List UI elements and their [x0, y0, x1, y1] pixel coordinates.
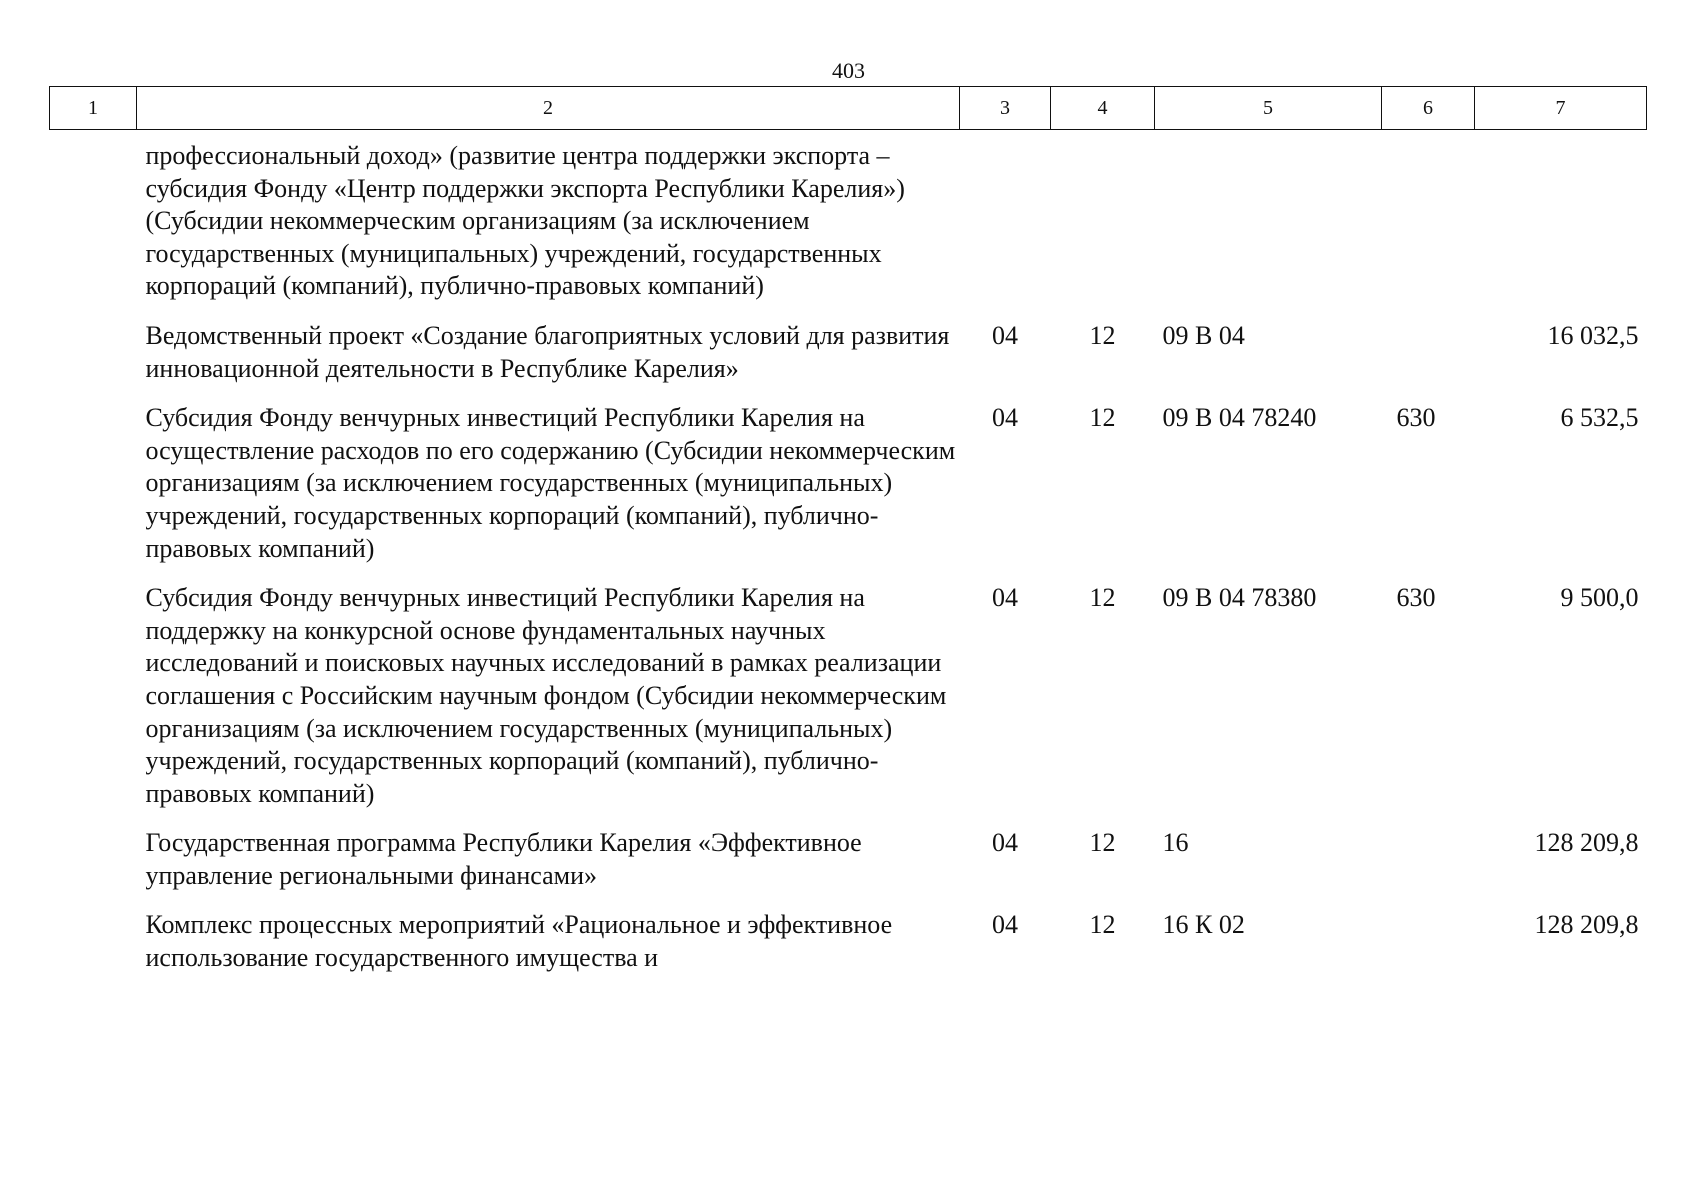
column-header-1: 1	[50, 87, 137, 130]
row-target-code: 16	[1162, 828, 1189, 858]
column-number-row	[50, 87, 1647, 130]
row-expense-type	[1382, 130, 1475, 303]
row-amount: 128 209,8	[1534, 910, 1639, 940]
row-section: 04	[992, 828, 1018, 858]
row-name: Государственная программа Республики Карелия «Эффективное управление региональными финансами»	[145, 828, 862, 890]
page-number: 403	[832, 58, 865, 83]
row-section	[960, 130, 1051, 303]
row-expense-type	[1382, 810, 1475, 892]
table-row	[50, 130, 1647, 303]
row-amount: 9 500,0	[1560, 583, 1639, 613]
row-target-code: 16 К 02	[1162, 910, 1245, 940]
row-target-code: 09 В 04 78380	[1162, 583, 1317, 613]
table-row	[50, 303, 1647, 385]
row-expense-type: 630	[1396, 583, 1436, 613]
table-row	[50, 565, 1647, 810]
row-section: 04	[992, 583, 1018, 613]
row-index-cell	[50, 385, 137, 565]
row-expense-type	[1382, 303, 1475, 385]
column-header-6: 6	[1382, 87, 1475, 130]
row-amount	[1475, 130, 1647, 303]
row-subsection: 12	[1089, 403, 1116, 433]
row-subsection: 12	[1089, 583, 1116, 613]
row-expense-type	[1382, 892, 1475, 974]
row-name: Ведомственный проект «Создание благоприятных условий для развития инновационной деятельности в Республике Карелия»	[145, 320, 950, 383]
row-name: Субсидия Фонду венчурных инвестиций Республики Карелия на осуществление расходов по его содержанию (Субсидии некоммерческим организациям (за исключением государственных (муниципальных) учреждений, государственных корпораций (компаний), публично-правовых компаний)	[145, 403, 956, 563]
column-header-2: 2	[137, 87, 960, 130]
table-row	[50, 385, 1647, 565]
row-index-cell	[50, 130, 137, 303]
table-row	[50, 810, 1647, 892]
row-target-code: 09 В 04 78240	[1162, 403, 1317, 433]
column-header-3: 3	[960, 87, 1051, 130]
table-header	[50, 87, 1647, 130]
row-target-code	[1155, 130, 1382, 303]
row-amount: 128 209,8	[1534, 828, 1639, 858]
row-subsection: 12	[1089, 910, 1116, 940]
row-index-cell	[50, 892, 137, 974]
row-section: 04	[992, 403, 1018, 433]
column-header-4: 4	[1051, 87, 1155, 130]
row-expense-type: 630	[1396, 403, 1436, 433]
row-amount: 6 532,5	[1560, 403, 1639, 433]
row-index-cell	[50, 810, 137, 892]
row-name: профессиональный доход» (развитие центра поддержки экспорта – субсидия Фонду «Центр поддержки экспорта Республики Карелия») (Субсидии некоммерческим организациям (за исключением государственных (муниципальных) учреждений, государственных корпораций (компаний), публично-правовых компаний)	[145, 141, 905, 301]
row-subsection: 12	[1089, 828, 1116, 858]
table-row	[50, 892, 1647, 974]
column-header-7: 7	[1475, 87, 1647, 130]
row-target-code: 09 В 04	[1162, 320, 1245, 350]
row-section: 04	[992, 910, 1018, 940]
row-name: Комплекс процессных мероприятий «Рациональное и эффективное использование государственного имущества и	[145, 910, 893, 973]
row-subsection: 12	[1089, 320, 1116, 350]
row-name: Субсидия Фонду венчурных инвестиций Республики Карелия на поддержку на конкурсной основе фундаментальных научных исследований и поисковых научных исследований в рамках реализации соглашения с Российским научным фондом (Субсидии некоммерческим организациям (за исключением государственных (муниципальных) учреждений, государственных корпораций (компаний), публично-правовых компаний)	[145, 583, 947, 808]
row-section: 04	[992, 320, 1018, 350]
table-body	[50, 130, 1647, 975]
row-subsection	[1051, 130, 1155, 303]
budget-table	[49, 86, 1647, 975]
column-header-5: 5	[1155, 87, 1382, 130]
row-index-cell	[50, 565, 137, 810]
row-amount: 16 032,5	[1547, 320, 1639, 350]
row-index-cell	[50, 303, 137, 385]
